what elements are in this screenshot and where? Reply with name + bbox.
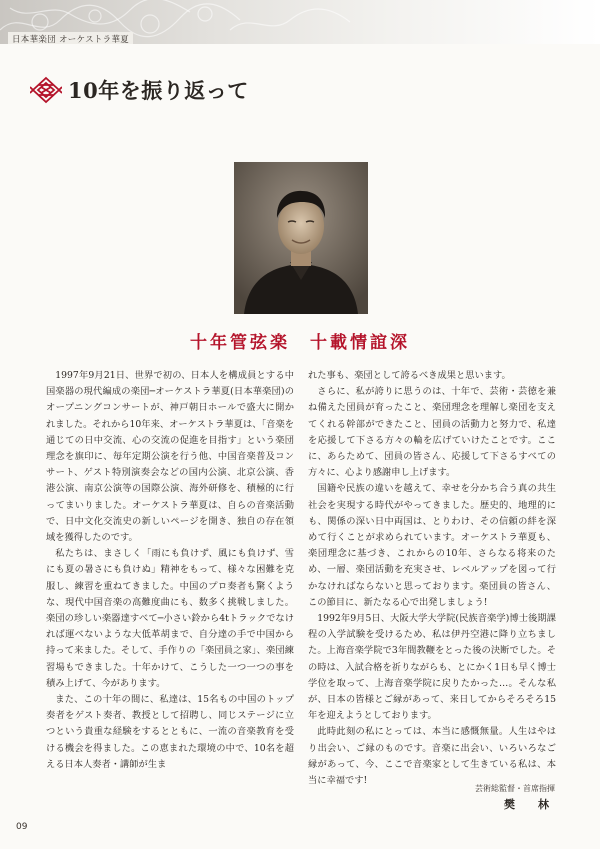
portrait-image [234, 162, 368, 314]
header-band [0, 0, 600, 44]
headline: 十年管弦楽 十載情誼深 [190, 333, 410, 353]
right-column [308, 368, 556, 788]
signature-name: 樊 林 [504, 798, 555, 811]
section-title [30, 74, 249, 106]
chinese-knot-icon [30, 76, 62, 104]
left-column [46, 368, 294, 788]
paragraph: 国籍や民族の違いを越えて、幸せを分かち合う真の共生社会を実現する時代がやってきました。歴史的、地理的にも、関係の深い日中両国は、とりわけ、その信頼の絆を深めて行くことが求められています。オーケストラ華夏も、楽団理念に基づき、これからの10年、さらなる将来のため、一層、楽団活動を充実させ、レベルアップを図って行かなければならないと思っております。楽団員の皆さん、この節目に、新たなる心で出発しましょう! [308, 483, 556, 608]
paragraph: 私たちは、まさしく「雨にも負けず、風にも負けず、雪にも夏の暑さにも負けぬ」精神をもって、様々な困難を克服し、練習を重ねてきました。中国のプロ奏者も驚くような、現代中国音楽の高難度曲にも、数多く挑戦しました。楽団の珍しい楽器達すべて─小さい鈴から4tトラックでなければ運べないような大低革胡まで、自分達の手で中国から持って来ました。そして、手作りの「楽団員之家」、楽団練習場もできました。十年かけて、こうした一つ一つの事を積み上げて、今があります。 [46, 548, 294, 689]
article-body [46, 368, 556, 788]
paragraph: 此時此刻の私にとっては、本当に感慨無量。人生はやはり出会い、ご縁のものです。音楽に出会い、いろいろなご縁があって、今、ここで音楽家として生きている私は、本当に幸福です! [308, 726, 556, 787]
signature-role: 芸術総監督・首席指揮 [475, 784, 555, 793]
signature-block [445, 783, 555, 812]
portrait-photo [234, 162, 368, 314]
header-label: 日本華楽団 オーケストラ華夏 [8, 32, 133, 44]
section-heading: 10年を振り返って [68, 78, 249, 103]
page-number: 09 [16, 822, 28, 832]
paragraph: さらに、私が誇りに思うのは、十年で、芸術・芸徳を兼ね備えた団員が育ったこと、楽団理念を理解し楽団を支えてくれる幹部ができたこと、団員の活動力と努力で、私達を応援して下さる方々の輪を広げていけたことです。ここに、あらためて、団員の皆さん、応援して下さるすべての方々に、心より感謝申し上げます。 [308, 386, 556, 479]
paragraph: 1997年9月21日、世界で初の、日本人を構成員とする中国楽器の現代編成の楽団─オーケストラ華夏(日本華楽団)のオープニングコンサートが、神戸朝日ホールで盛大に開かれました。それから10年来、オーケストラ華夏は、「音楽を通じての日中交流、心の交流の促進を目指す」という楽団理念を旗印に、毎年定期公演を行う他、中国音楽普及コンサート、ゲスト特別演奏会などの国内公演、北京公演、香港公演、南京公演等の国際公演、海外研修を、積極的に行ってまいりました。オーケストラ華夏は、自らの音楽活動で、日中文化交流史の新しいページを開き、独自の存在領域を獲得したのです。 [46, 370, 294, 544]
paragraph: れた事も、楽団として誇るべき成果と思います。 [308, 370, 511, 381]
paragraph: また、この十年の間に、私達は、15名もの中国のトップ奏者をゲスト奏者、教授として招聘し、同じステージに立つという貴重な経験をするとともに、一流の音楽教育を受ける機会を得ました。この恵まれた環境の中で、10名を超える日本人奏者・講師が生ま [46, 694, 294, 770]
paragraph: 1992年9月5日、大阪大学大学院(民族音楽学)博士後期課程の入学試験を受けるため、私は伊丹空港に降り立ちました。上海音楽学院で3年間教鞭をとった後の決断でした。その時は、入試合格を祈りながらも、とにかく1日も早く博士学位を取って、上海音楽学院に戻りたかった…。そんな私が、日本の皆様とご縁があって、来日してからそろそろ15年を迎えようとしております。 [308, 613, 556, 722]
